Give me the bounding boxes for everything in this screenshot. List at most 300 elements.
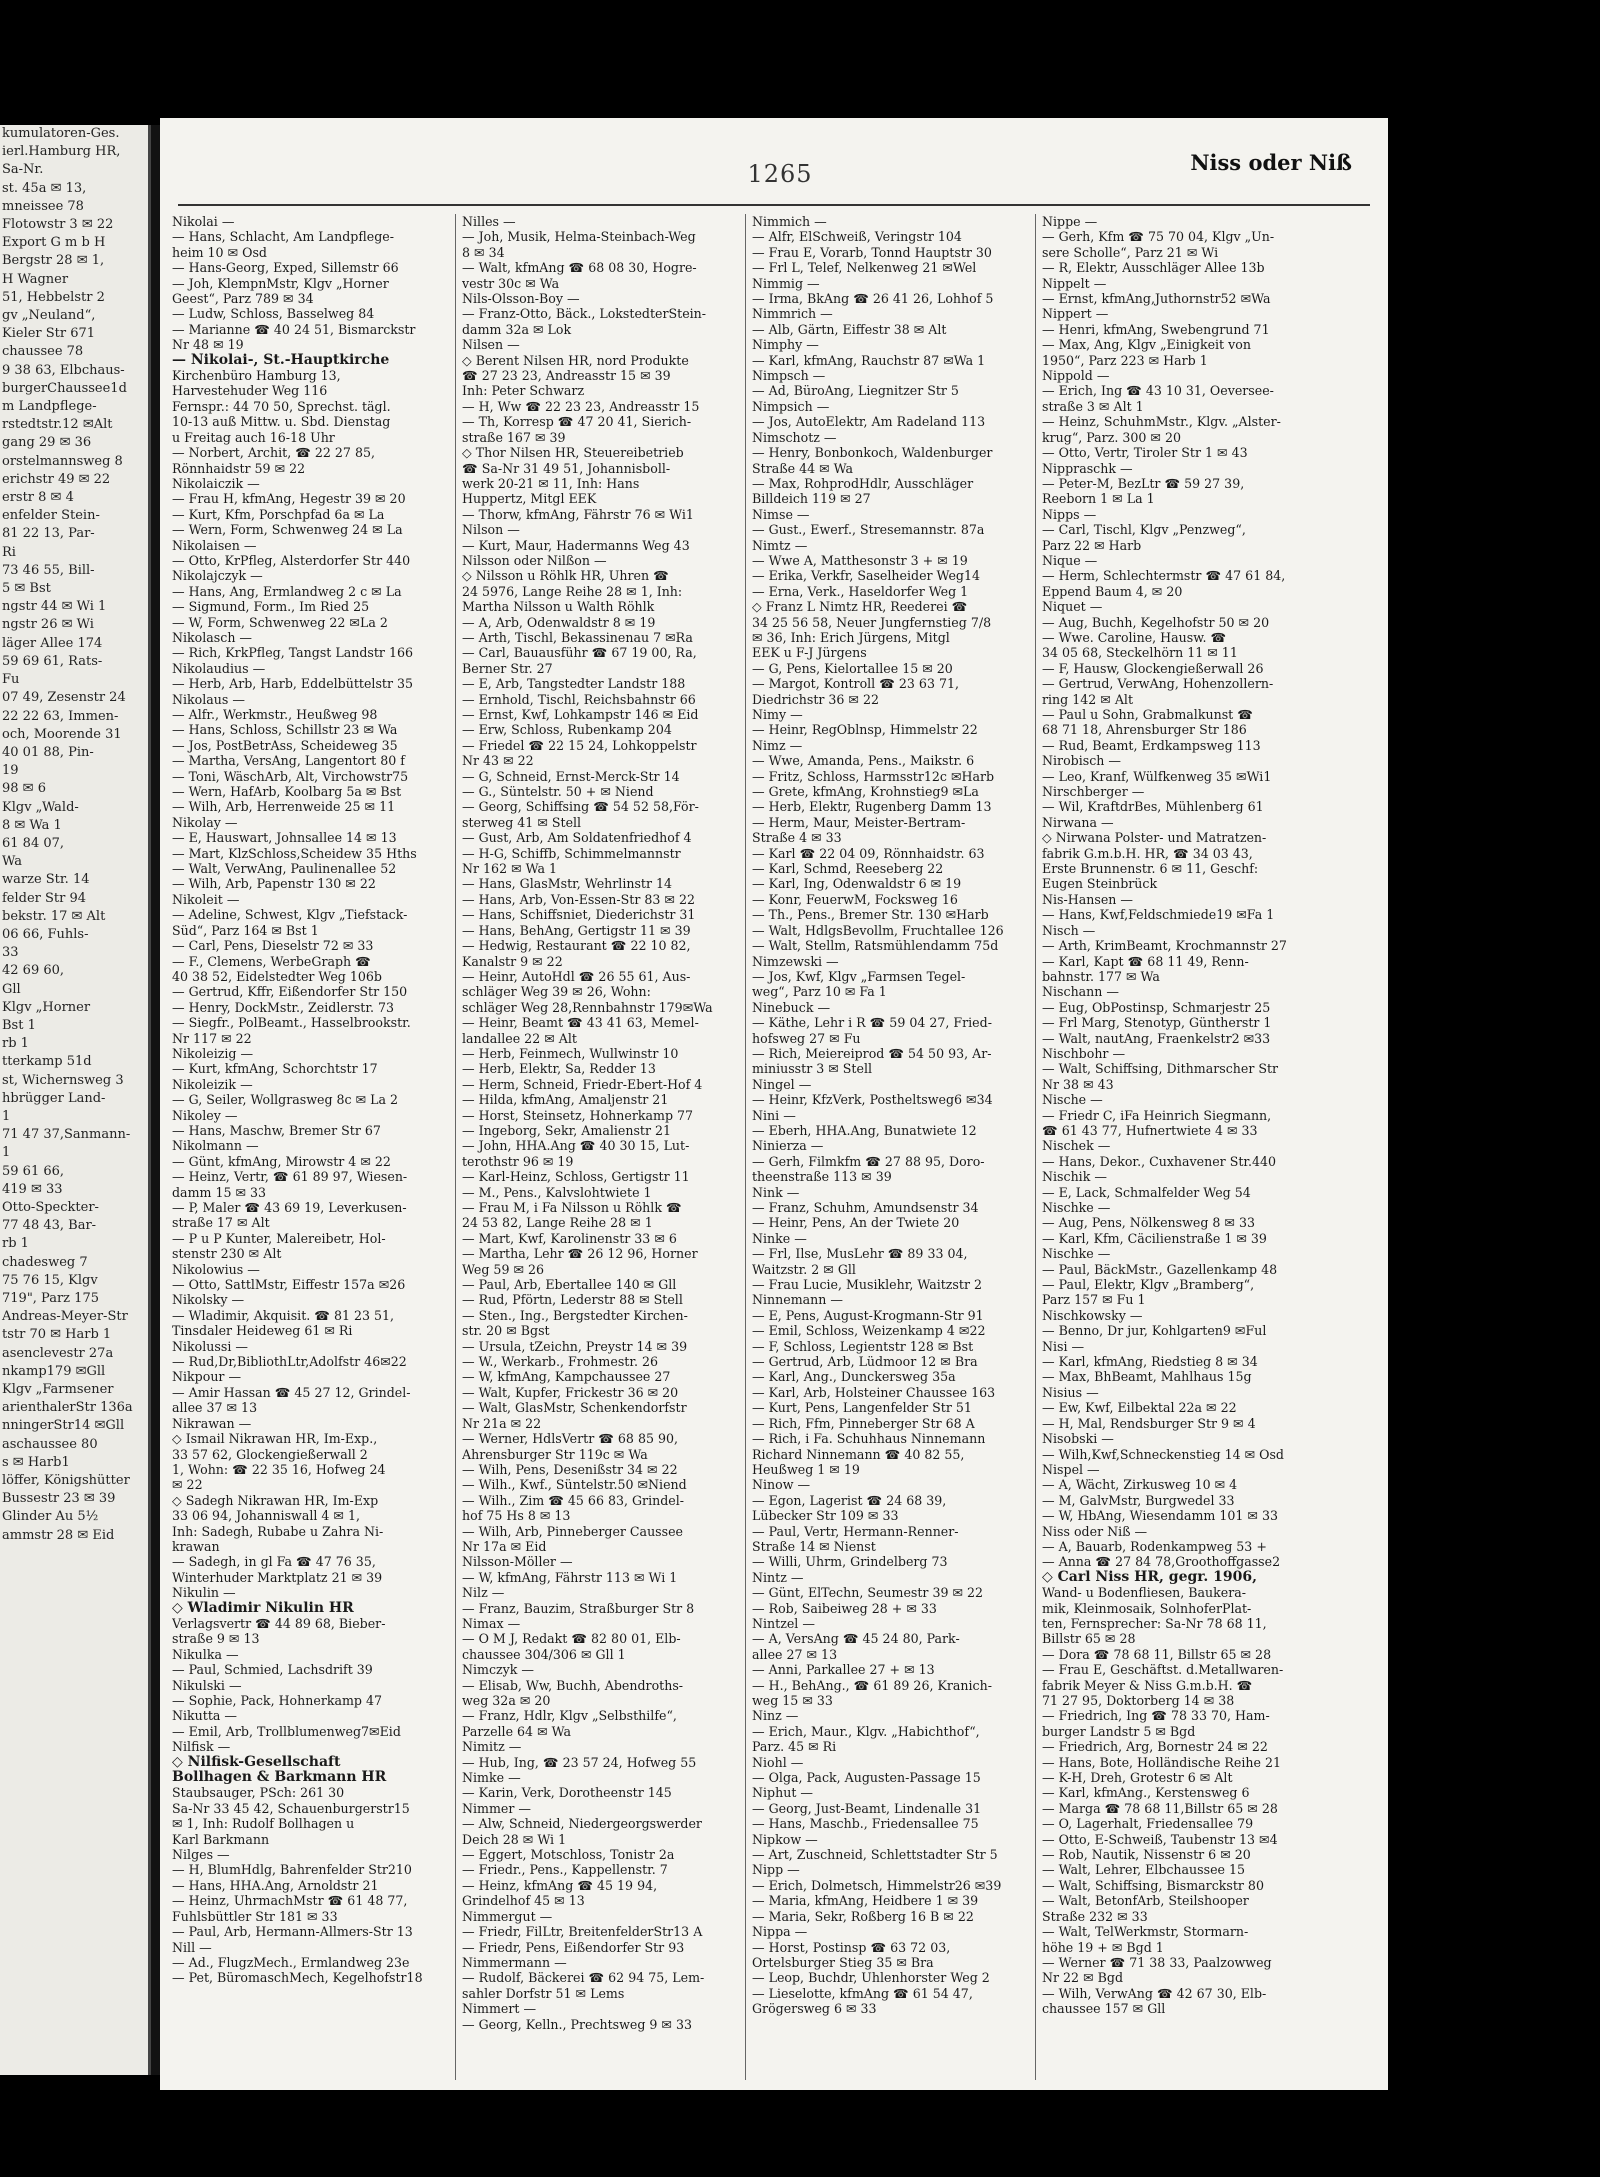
directory-entry: Nimtz —	[752, 537, 808, 553]
directory-entry: Grindelhof 45 ✉ 13	[462, 1893, 585, 1909]
directory-entry: Nintz —	[752, 1569, 804, 1585]
directory-entry: Nimmrich —	[752, 306, 833, 322]
directory-entry: — Kurt, Pens, Langenfelder Str 51	[752, 1400, 972, 1416]
directory-entry: — Rich, KrkPfleg, Tangst Landstr 166	[172, 645, 413, 661]
left-page-line: erstr 8 ✉ 4	[2, 490, 74, 506]
directory-entry: — A, Wächt, Zirkusweg 10 ✉ 4	[1042, 1477, 1238, 1493]
directory-entry: — Walt, GlasMstr, Schenkendorfstr	[462, 1400, 687, 1416]
directory-entry: — Sigmund, Form., Im Ried 25	[172, 599, 370, 615]
directory-entry: Harvestehuder Weg 116	[172, 383, 328, 399]
directory-entry: Nr 117 ✉ 22	[172, 1030, 252, 1046]
left-page-line: 75 76 15, Klgv	[2, 1272, 98, 1288]
left-page-line: och, Moorende 31	[2, 726, 122, 742]
left-page-line: Bussestr 23 ✉ 39	[2, 1491, 116, 1507]
directory-entry: — Karl ☎ 22 04 09, Rönnhaidstr. 63	[752, 845, 985, 861]
directory-entry: — Walt, Schiffsing, Bismarckstr 80	[1042, 1877, 1264, 1893]
directory-entry: Niphut —	[752, 1785, 813, 1801]
directory-entry: — Aug, Pens, Nölkensweg 8 ✉ 33	[1042, 1215, 1255, 1231]
directory-entry: — Hans, Maschb., Friedensallee 75	[752, 1816, 979, 1832]
column-3	[752, 214, 1029, 2084]
left-page-line: 8 ✉ Wa 1	[2, 817, 62, 833]
directory-entry: Nikolussi —	[172, 1338, 248, 1354]
left-page-line: orstelmannsweg 8	[2, 453, 123, 469]
left-page-line: 51, Hebbelstr 2	[2, 289, 105, 305]
directory-entry: weg 15 ✉ 33	[752, 1693, 833, 1708]
directory-entry: — Fritz, Schloss, Harmsstr12c ✉Harb	[752, 768, 995, 784]
directory-entry: Wand- u Bodenfliesen, Baukera-	[1042, 1585, 1247, 1601]
directory-entry: — Franz-Otto, Bäck., LokstedterStein-	[462, 306, 707, 322]
left-page-line: 07 49, Zesenstr 24	[2, 690, 126, 706]
directory-entry: — Amir Hassan ☎ 45 27 12, Grindel-	[172, 1384, 411, 1400]
directory-entry: ◇ Nilsson u Röhlk HR, Uhren ☎	[462, 568, 669, 584]
directory-entry: damm 15 ✉ 33	[172, 1184, 267, 1200]
directory-entry: — E, Pens, August-Krogmann-Str 91	[752, 1307, 984, 1323]
directory-entry: burger Landstr 5 ✉ Bgd	[1042, 1723, 1196, 1739]
left-page-line: burgerChaussee1d	[2, 380, 127, 396]
directory-entry: Heußweg 1 ✉ 19	[752, 1461, 860, 1477]
directory-entry: Rönnhaidstr 59 ✉ 22	[172, 460, 306, 476]
directory-entry: Nink —	[752, 1184, 800, 1200]
left-page-line: 1	[2, 1145, 11, 1161]
directory-entry: Nimse —	[752, 506, 810, 522]
directory-entry: — Rud, Beamt, Erdkampsweg 113	[1042, 737, 1261, 753]
directory-entry: — W., Werkarb., Frohmestr. 26	[462, 1354, 659, 1370]
directory-entry: Nischkowsky —	[1042, 1307, 1143, 1323]
page-number: 1265	[747, 160, 813, 188]
directory-entry: — Erika, Verkfr, Saselheider Weg14	[752, 568, 980, 584]
directory-entry: Nimschotz —	[752, 429, 837, 445]
directory-entry: — Leo, Kranf, Wülfkenweg 35 ✉Wi1	[1042, 768, 1272, 784]
directory-entry: Ninnemann —	[752, 1292, 843, 1308]
directory-entry: Eppend Baum 4, ✉ 20	[1042, 583, 1183, 599]
left-page-line: Andreas-Meyer-Str	[2, 1309, 128, 1325]
directory-entry: ☎ Sa-Nr 31 49 51, Johannisboll-	[462, 460, 671, 476]
directory-entry: — M, GalvMstr, Burgwedel 33	[1042, 1492, 1235, 1508]
directory-entry: sahler Dorfstr 51 ✉ Lems	[462, 1985, 625, 2001]
directory-entry: Fernspr.: 44 70 50, Sprechst. tägl.	[172, 398, 391, 414]
directory-entry: — Karl-Heinz, Schloss, Gertigstr 11	[462, 1169, 690, 1185]
left-page-line: chadesweg 7	[2, 1254, 88, 1270]
left-page-line: 06 66, Fuhls-	[2, 926, 89, 942]
directory-entry: — Emil, Schloss, Weizenkamp 4 ✉22	[752, 1323, 986, 1339]
left-page-line: arienthalerStr 136a	[2, 1400, 133, 1416]
directory-entry: — Marga ☎ 78 68 11,Billstr 65 ✉ 28	[1042, 1800, 1278, 1816]
left-page-fragment	[0, 125, 151, 2075]
left-page-line: 22 22 63, Immen-	[2, 708, 119, 724]
directory-entry: — Franz, Schuhm, Amundsenstr 34	[752, 1200, 979, 1215]
directory-entry: — Th., Pens., Bremer Str. 130 ✉Harb	[752, 907, 989, 923]
left-page-line: felder Str 94	[2, 890, 87, 906]
directory-entry: Berner Str. 27	[462, 660, 553, 676]
directory-entry: weg 32a ✉ 20	[462, 1693, 551, 1708]
directory-entry: — H, Ww ☎ 22 23 23, Andreasstr 15	[462, 398, 700, 414]
directory-entry: — Herb, Elektr, Rugenberg Damm 13	[752, 799, 992, 815]
directory-entry: Nilz —	[462, 1585, 505, 1601]
directory-entry: Nipp —	[752, 1862, 800, 1878]
directory-entry: — F., Clemens, WerbeGraph ☎	[172, 953, 371, 969]
directory-entry: — Friedr., Pens., Kappellenstr. 7	[462, 1862, 668, 1878]
directory-entry: — Joh, Musik, Helma-Steinbach-Weg	[462, 229, 696, 245]
directory-entry: — Karl, Kfm, Cäcilienstraße 1 ✉ 39	[1042, 1230, 1267, 1246]
directory-entry: Nikoleizik —	[172, 1076, 253, 1092]
directory-entry: Parz 22 ✉ Harb	[1042, 537, 1142, 553]
left-page-line: 81 22 13, Par-	[2, 526, 95, 542]
directory-entry: — Heinz, UhrmachMstr ☎ 61 48 77,	[172, 1893, 408, 1909]
directory-entry: — Wilh., Kwf., Süntelstr.50 ✉Niend	[462, 1477, 687, 1493]
directory-entry: — Frau Lucie, Musiklehr, Waitzstr 2	[752, 1277, 982, 1293]
directory-entry: — Heinz, kfmAng ☎ 45 19 94,	[462, 1877, 658, 1893]
directory-entry: Nikolaus —	[172, 691, 245, 707]
left-page-line: Sa-Nr.	[2, 162, 44, 178]
left-page-line: 42 69 60,	[2, 963, 65, 979]
directory-entry: — Herm, Schlechtermstr ☎ 47 61 84,	[1042, 568, 1286, 584]
left-page-line: Flotowstr 3 ✉ 22	[2, 217, 114, 233]
left-page-line: 73 46 55, Bill-	[2, 562, 95, 578]
directory-entry: Niss oder Niß —	[1042, 1523, 1148, 1539]
left-page-line: ammstr 28 ✉ Eid	[2, 1527, 115, 1543]
directory-entry: — M., Pens., Kalvslohtwiete 1	[462, 1184, 652, 1200]
left-page-line: 1	[2, 1108, 11, 1124]
directory-entry: damm 32a ✉ Lok	[462, 321, 572, 337]
directory-entry: — Frl L, Telef, Nelkenweg 21 ✉Wel	[752, 260, 977, 276]
directory-entry: — Dora ☎ 78 68 11, Billstr 65 ✉ 28	[1042, 1646, 1272, 1662]
directory-entry: Nipps —	[1042, 506, 1097, 522]
directory-entry: Straße 44 ✉ Wa	[752, 460, 854, 476]
directory-entry: — John, HHA.Ang ☎ 40 30 15, Lut-	[462, 1138, 690, 1154]
directory-entry: Nr 21a ✉ 22	[462, 1415, 542, 1431]
left-page-line: H Wagner	[2, 271, 69, 287]
directory-entry: — Walt, HdlgsBevollm, Fruchtallee 126	[752, 922, 1004, 938]
directory-entry: Bollhagen & Barkmann HR	[172, 1770, 387, 1786]
directory-entry: Nischke —	[1042, 1200, 1111, 1215]
left-page-line: warze Str. 14	[2, 872, 90, 888]
directory-entry: Richard Ninnemann ☎ 40 82 55,	[752, 1446, 965, 1462]
directory-entry: Straße 14 ✉ Nienst	[752, 1538, 876, 1554]
left-page-line: 77 48 43, Bar-	[2, 1218, 97, 1234]
left-page-line: erichstr 49 ✉ 22	[2, 471, 111, 487]
directory-entry: — Erna, Verk., Haseldorfer Weg 1	[752, 583, 969, 599]
directory-entry: Nippert —	[1042, 306, 1109, 322]
left-page-line: Klgv „Wald-	[2, 799, 79, 815]
column-divider	[455, 214, 456, 2080]
directory-entry: Nimmig —	[752, 275, 820, 291]
directory-entry: theenstraße 113 ✉ 39	[752, 1169, 892, 1185]
directory-entry: — Carl, Tischl, Klgv „Penzweg“,	[1042, 522, 1246, 538]
directory-entry: — Rudolf, Bäckerei ☎ 62 94 75, Lem-	[462, 1970, 705, 1986]
directory-entry: Nippold —	[1042, 368, 1110, 384]
directory-entry: — Wladimir, Akquisit. ☎ 81 23 51,	[172, 1307, 395, 1323]
directory-entry: Parzelle 64 ✉ Wa	[462, 1723, 571, 1739]
directory-entry: — Irma, BkAng ☎ 26 41 26, Lohhof 5	[752, 291, 994, 307]
directory-entry: — H-G, Schiffb, Schimmelmannstr	[462, 845, 681, 861]
directory-entry: — Carl, Pens, Dieselstr 72 ✉ 33	[172, 938, 374, 954]
directory-entry: Nill —	[172, 1939, 212, 1955]
directory-entry: — A, VersAng ☎ 45 24 80, Park-	[752, 1631, 960, 1647]
directory-entry: Martha Nilsson u Walth Röhlk	[462, 599, 655, 615]
directory-entry: Parz 157 ✉ Fu 1	[1042, 1292, 1146, 1308]
directory-entry: — Frau E, Vorarb, Tonnd Hauptstr 30	[752, 244, 992, 260]
directory-entry: — Erich, Ing ☎ 43 10 31, Oeversee-	[1042, 383, 1274, 399]
directory-entry: weg“, Parz 10 ✉ Fa 1	[752, 984, 887, 1000]
left-page-line: Bst 1	[2, 1017, 36, 1033]
directory-entry: str. 20 ✉ Bgst	[462, 1323, 550, 1339]
directory-entry: — Günt, ElTechn, Seumestr 39 ✉ 22	[752, 1585, 984, 1601]
directory-entry: Nikolajczyk —	[172, 568, 263, 584]
directory-entry: Inh: Peter Schwarz	[462, 383, 585, 399]
left-page-line: asenclevestr 27a	[2, 1345, 114, 1361]
directory-entry: — Wilh,Kwf,Schneckenstieg 14 ✉ Osd	[1042, 1446, 1284, 1462]
directory-entry: — Gertrud, Arb, Lüdmoor 12 ✉ Bra	[752, 1354, 978, 1370]
directory-entry: — A, Bauarb, Rodenkampweg 53 +	[1042, 1538, 1267, 1554]
left-page-line: Ri	[2, 544, 16, 560]
directory-entry: — Th, Korresp ☎ 47 20 41, Sierich-	[462, 414, 692, 430]
directory-entry: — Mart, Kwf, Karolinenstr 33 ✉ 6	[462, 1230, 677, 1246]
directory-entry: Billdeich 119 ✉ 27	[752, 491, 871, 507]
directory-entry: schläger Weg 39 ✉ 26, Wohn:	[462, 984, 651, 1000]
directory-entry: 24 5976, Lange Reihe 28 ✉ 1, Inh:	[462, 583, 683, 599]
directory-entry: — Gust, Arb, Am Soldatenfriedhof 4	[462, 830, 692, 846]
directory-entry: Billstr 65 ✉ 28	[1042, 1631, 1136, 1647]
directory-entry: — Norbert, Archit, ☎ 22 27 85,	[172, 445, 375, 461]
directory-entry: — W, kfmAng, Kampchaussee 27	[462, 1369, 671, 1385]
directory-entry: — Otto, SattlMstr, Eiffestr 157a ✉26	[172, 1277, 406, 1293]
left-page-line: Otto-Speckter-	[2, 1199, 99, 1215]
directory-entry: 71 27 95, Doktorberg 14 ✉ 38	[1042, 1693, 1235, 1708]
directory-entry: Kirchenbüro Hamburg 13,	[172, 368, 341, 384]
directory-entry: — Alb, Gärtn, Eiffestr 38 ✉ Alt	[752, 321, 947, 337]
directory-entry: — Ernhold, Tischl, Reichsbahnstr 66	[462, 691, 696, 707]
directory-entry: — Heinr, RegOblnsp, Himmelstr 22	[752, 722, 978, 738]
directory-entry: — Heinr, AutoHdl ☎ 26 55 61, Aus-	[462, 968, 691, 984]
directory-entry: stenstr 230 ✉ Alt	[172, 1246, 282, 1262]
directory-entry: — Henry, Bonbonkoch, Waldenburger	[752, 445, 993, 461]
directory-entry: Nikolmann —	[172, 1138, 259, 1154]
directory-entry: — Friedrich, Ing ☎ 78 33 70, Ham-	[1042, 1708, 1270, 1724]
directory-entry: — G, Seiler, Wollgrasweg 8c ✉ La 2	[172, 1092, 399, 1108]
directory-entry: — Friedrich, Arg, Bornestr 24 ✉ 22	[1042, 1739, 1268, 1755]
left-page-line: st, Wichernsweg 3	[2, 1072, 124, 1088]
left-page-line: nkamp179 ✉Gll	[2, 1363, 106, 1379]
directory-entry: — Wilh., Zim ☎ 45 66 83, Grindel-	[462, 1492, 685, 1508]
directory-entry: — Gust., Ewerf., Stresemannstr. 87a	[752, 522, 985, 538]
directory-entry: — Ew, Kwf, Eilbektal 22a ✉ 22	[1042, 1400, 1237, 1416]
directory-entry: — Hans, HHA.Ang, Arnoldstr 21	[172, 1877, 379, 1893]
directory-entry: ◇ Sadegh Nikrawan HR, Im-Exp	[172, 1492, 379, 1508]
directory-entry: — Ernst, kfmAng,Juthornstr52 ✉Wa	[1042, 291, 1271, 307]
directory-entry: — Gertrud, Kffr, Eißendorfer Str 150	[172, 984, 408, 1000]
directory-entry: EEK u F-J Jürgens	[752, 645, 867, 661]
directory-entry: — Hans, Schloss, Schillstr 23 ✉ Wa	[172, 722, 398, 738]
directory-entry: Nischke —	[1042, 1246, 1111, 1262]
directory-entry: — Rob, Saibeiweg 28 + ✉ 33	[752, 1600, 937, 1616]
directory-entry: — Käthe, Lehr i R ☎ 59 04 27, Fried-	[752, 1015, 992, 1031]
directory-entry: Niohl —	[752, 1754, 804, 1770]
left-page-line: 9 38 63, Elbchaus-	[2, 362, 125, 378]
directory-entry: — Emil, Arb, Trollblumenweg7✉Eid	[172, 1723, 401, 1739]
directory-entry: ◇ Franz L Nimtz HR, Reederei ☎	[752, 599, 968, 615]
directory-entry: Nimax —	[462, 1615, 521, 1631]
directory-entry: Tinsdaler Heideweg 61 ✉ Ri	[172, 1323, 353, 1339]
directory-entry: — Karl, Schmd, Reeseberg 22	[752, 861, 944, 877]
directory-entry: Nimmergut —	[462, 1908, 553, 1924]
directory-entry: — Lieselotte, kfmAng ☎ 61 54 47,	[752, 1985, 973, 2001]
directory-entry: Straße 232 ✉ 33	[1042, 1908, 1148, 1924]
directory-entry: — Paul, BäckMstr., Gazellenkamp 48	[1042, 1261, 1278, 1277]
directory-entry: — Thorw, kfmAng, Fährstr 76 ✉ Wi1	[462, 506, 694, 522]
directory-entry: — Willi, Uhrm, Grindelberg 73	[752, 1554, 948, 1570]
directory-entry: — Frl Marg, Stenotyp, Güntherstr 1	[1042, 1015, 1272, 1031]
directory-entry: terothstr 96 ✉ 19	[462, 1153, 574, 1169]
directory-entry: straße 3 ✉ Alt 1	[1042, 398, 1144, 414]
directory-entry: — Benno, Dr jur, Kohlgarten9 ✉Ful	[1042, 1323, 1267, 1339]
directory-entry: — Rich, Ffm, Pinneberger Str 68 A	[752, 1415, 975, 1431]
directory-entry: — W, Form, Schwenweg 22 ✉La 2	[172, 614, 388, 630]
directory-entry: Nischann —	[1042, 984, 1120, 1000]
directory-entry: — E, Arb, Tangstedter Landstr 188	[462, 676, 686, 692]
directory-entry: — Friedr C, iFa Heinrich Siegmann,	[1042, 1107, 1272, 1123]
left-page-line: Klgv „Horner	[2, 999, 91, 1015]
directory-entry: — G., Süntelstr. 50 + ✉ Niend	[462, 784, 654, 800]
left-page-line: kumulatoren-Ges.	[2, 126, 120, 141]
directory-entry: Inh: Sadegh, Rubabe u Zahra Ni-	[172, 1523, 384, 1539]
directory-entry: Grögersweg 6 ✉ 33	[752, 2001, 877, 2017]
directory-entry: — Gertrud, VerwAng, Hohenzollern-	[1042, 676, 1274, 692]
directory-entry: Nisi —	[1042, 1338, 1085, 1354]
directory-entry: Nini —	[752, 1107, 796, 1123]
directory-entry: — Kurt, Kfm, Porschpfad 6a ✉ La	[172, 506, 385, 522]
directory-entry: Nispel —	[1042, 1461, 1100, 1477]
directory-entry: Ninke —	[752, 1230, 807, 1246]
directory-entry: 1, Wohn: ☎ 22 35 16, Hofweg 24	[172, 1461, 386, 1477]
directory-entry: — Erw, Schloss, Rubenkamp 204	[462, 722, 672, 738]
directory-entry: Nikolsky —	[172, 1292, 245, 1308]
directory-entry: ten, Fernsprecher: Sa-Nr 78 68 11,	[1042, 1615, 1267, 1631]
directory-entry: — Otto, KrPfleg, Alsterdorfer Str 440	[172, 552, 411, 568]
directory-entry: — Wilh, Pens, Desenißstr 34 ✉ 22	[462, 1461, 678, 1477]
directory-entry: — Paul, Arb, Ebertallee 140 ✉ Gll	[462, 1277, 677, 1293]
directory-entry: Nimz —	[752, 737, 803, 753]
directory-entry: allee 27 ✉ 13	[752, 1646, 838, 1662]
left-page-line: hbrügger Land-	[2, 1090, 106, 1106]
directory-entry: ☎ 27 23 23, Andreasstr 15 ✉ 39	[462, 368, 671, 384]
directory-entry: Nr 48 ✉ 19	[172, 337, 244, 353]
directory-entry: Geest“, Parz 789 ✉ 34	[172, 291, 314, 307]
directory-entry: — Hans-Georg, Exped, Sillemstr 66	[172, 260, 399, 276]
directory-entry: — Friedel ☎ 22 15 24, Lohkoppelstr	[462, 737, 697, 753]
directory-entry: hof 75 Hs 8 ✉ 13	[462, 1508, 571, 1524]
directory-entry: — Nikolai-, St.-Hauptkirche	[172, 352, 390, 368]
directory-entry: Waitzstr. 2 ✉ Gll	[752, 1261, 856, 1277]
directory-entry: ✉ 1, Inh: Rudolf Bollhagen u	[172, 1816, 355, 1832]
column-divider	[1035, 214, 1036, 2080]
directory-entry: — Herm, Maur, Meister-Bertram-	[752, 814, 966, 830]
directory-entry: Deich 28 ✉ Wi 1	[462, 1831, 567, 1847]
directory-entry: Nilsson-Möller —	[462, 1554, 573, 1570]
directory-entry: — Olga, Pack, Augusten-Passage 15	[752, 1770, 981, 1786]
directory-entry: — F, Schloss, Legientstr 128 ✉ Bst	[752, 1338, 974, 1354]
left-page-line: ngstr 44 ✉ Wi 1	[2, 599, 107, 615]
directory-entry: — Hedwig, Restaurant ☎ 22 10 82,	[462, 938, 691, 954]
directory-entry: Winterhuder Marktplatz 21 ✉ 39	[172, 1569, 383, 1585]
directory-entry: — Rud, Pförtn, Lederstr 88 ✉ Stell	[462, 1292, 683, 1308]
directory-entry: Nikoley —	[172, 1107, 238, 1123]
directory-entry: Nilfisk —	[172, 1739, 231, 1755]
directory-entry: ◇ Carl Niss HR, gegr. 1906,	[1042, 1569, 1257, 1585]
directory-entry: — Kurt, kfmAng, Schorchtstr 17	[172, 1061, 378, 1077]
directory-entry: — Herm, Schneid, Friedr-Ebert-Hof 4	[462, 1076, 703, 1092]
left-page-line: 419 ✉ 33	[2, 1181, 63, 1197]
directory-entry: 34 05 68, Steckelhörn 11 ✉ 11	[1042, 645, 1238, 661]
directory-entry: — Franz, Bauzim, Straßburger Str 8	[462, 1600, 695, 1616]
left-page-line: mneissee 78	[2, 198, 84, 214]
directory-entry: ◇ Ismail Nikrawan HR, Im-Exp.,	[172, 1431, 378, 1447]
directory-entry: — Herb, Feinmech, Wullwinstr 10	[462, 1045, 679, 1061]
directory-entry: — Herb, Arb, Harb, Eddelbüttelstr 35	[172, 676, 414, 692]
directory-entry: — Walt, TelWerkmstr, Stormarn-	[1042, 1924, 1249, 1940]
directory-entry: — Hilda, kfmAng, Amaljenstr 21	[462, 1092, 669, 1108]
directory-entry: 33 06 94, Johanniswall 4 ✉ 1,	[172, 1508, 360, 1524]
directory-entry: — Eberh, HHA.Ang, Bunatwiete 12	[752, 1122, 977, 1138]
directory-entry: Nikpour —	[172, 1369, 242, 1385]
directory-entry: — Hans, Dekor., Cuxhavener Str.440	[1042, 1153, 1277, 1169]
directory-entry: Nikoleit —	[172, 891, 240, 907]
directory-entry: 8 ✉ 34	[462, 244, 505, 260]
directory-entry: — Henry, DockMstr., Zeidlerstr. 73	[172, 999, 395, 1015]
left-page-line: 719", Parz 175	[2, 1291, 99, 1306]
directory-entry: Nikulka —	[172, 1646, 239, 1662]
directory-entry: Nikrawan —	[172, 1415, 252, 1431]
directory-entry: Nr 17a ✉ Eid	[462, 1538, 547, 1554]
directory-entry: Nikolai —	[172, 214, 235, 229]
directory-entry: Nimmermann —	[462, 1954, 567, 1970]
directory-entry: — Pet, BüromaschMech, Kegelhofstr18	[172, 1970, 423, 1986]
directory-entry: — Walt, nautAng, Fraenkelstr2 ✉33	[1042, 1030, 1271, 1046]
directory-entry: höhe 19 + ✉ Bgd 1	[1042, 1939, 1164, 1955]
directory-entry: allee 37 ✉ 13	[172, 1400, 258, 1416]
directory-entry: Nimy —	[752, 707, 803, 722]
directory-entry: ring 142 ✉ Alt	[1042, 691, 1134, 707]
directory-entry: — Paul, Elektr, Klgv „Bramberg“,	[1042, 1277, 1255, 1293]
directory-entry: Straße 4 ✉ 33	[752, 830, 842, 846]
directory-entry: — Ingeborg, Sekr, Amalienstr 21	[462, 1122, 672, 1138]
left-page-line: Kieler Str 671	[2, 326, 96, 342]
directory-entry: — Carl, Bauausführ ☎ 67 19 00, Ra,	[462, 645, 697, 661]
directory-entry: — Grete, kfmAng, Krohnstieg9 ✉La	[752, 784, 979, 800]
directory-entry: Nilsson oder Nilßon —	[462, 552, 607, 568]
directory-entry: — Sophie, Pack, Hohnerkamp 47	[172, 1693, 383, 1708]
directory-entry: 10-13 auß Mittw. u. Sbd. Dienstag	[172, 414, 391, 430]
directory-entry: Nimpsch —	[752, 368, 826, 384]
directory-entry: krawan	[172, 1538, 220, 1554]
directory-entry: — Arth, Tischl, Bekassinenau 7 ✉Ra	[462, 629, 693, 645]
column-1	[172, 214, 449, 2084]
directory-entry: Nimmert —	[462, 2001, 537, 2017]
directory-entry: — Walt, Kupfer, Frickestr 36 ✉ 20	[462, 1384, 679, 1400]
directory-entry: 24 53 82, Lange Reihe 28 ✉ 1	[462, 1215, 653, 1231]
directory-entry: Nimmer —	[462, 1800, 532, 1816]
directory-entry: — Friedr, FilLtr, BreitenfelderStr13 A	[462, 1924, 703, 1940]
directory-entry: — Hans, BehAng, Gertigstr 11 ✉ 39	[462, 922, 691, 938]
directory-entry: — Aug, Buchh, Kegelhofstr 50 ✉ 20	[1042, 614, 1270, 630]
directory-entry: — O M J, Redakt ☎ 82 80 01, Elb-	[462, 1631, 681, 1647]
directory-entry: — Elisab, Ww, Buchh, Abendroths-	[462, 1677, 684, 1693]
directory-entry: — Karl, Arb, Holsteiner Chaussee 163	[752, 1384, 996, 1400]
directory-entry: Eugen Steinbrück	[1042, 876, 1158, 892]
directory-entry: Nimitz —	[462, 1739, 522, 1755]
directory-entry: — Paul u Sohn, Grabmalkunst ☎	[1042, 707, 1253, 722]
directory-entry: Nikolaudius —	[172, 660, 266, 676]
directory-entry: ☎ 61 43 77, Hufnertwiete 4 ✉ 33	[1042, 1122, 1258, 1138]
